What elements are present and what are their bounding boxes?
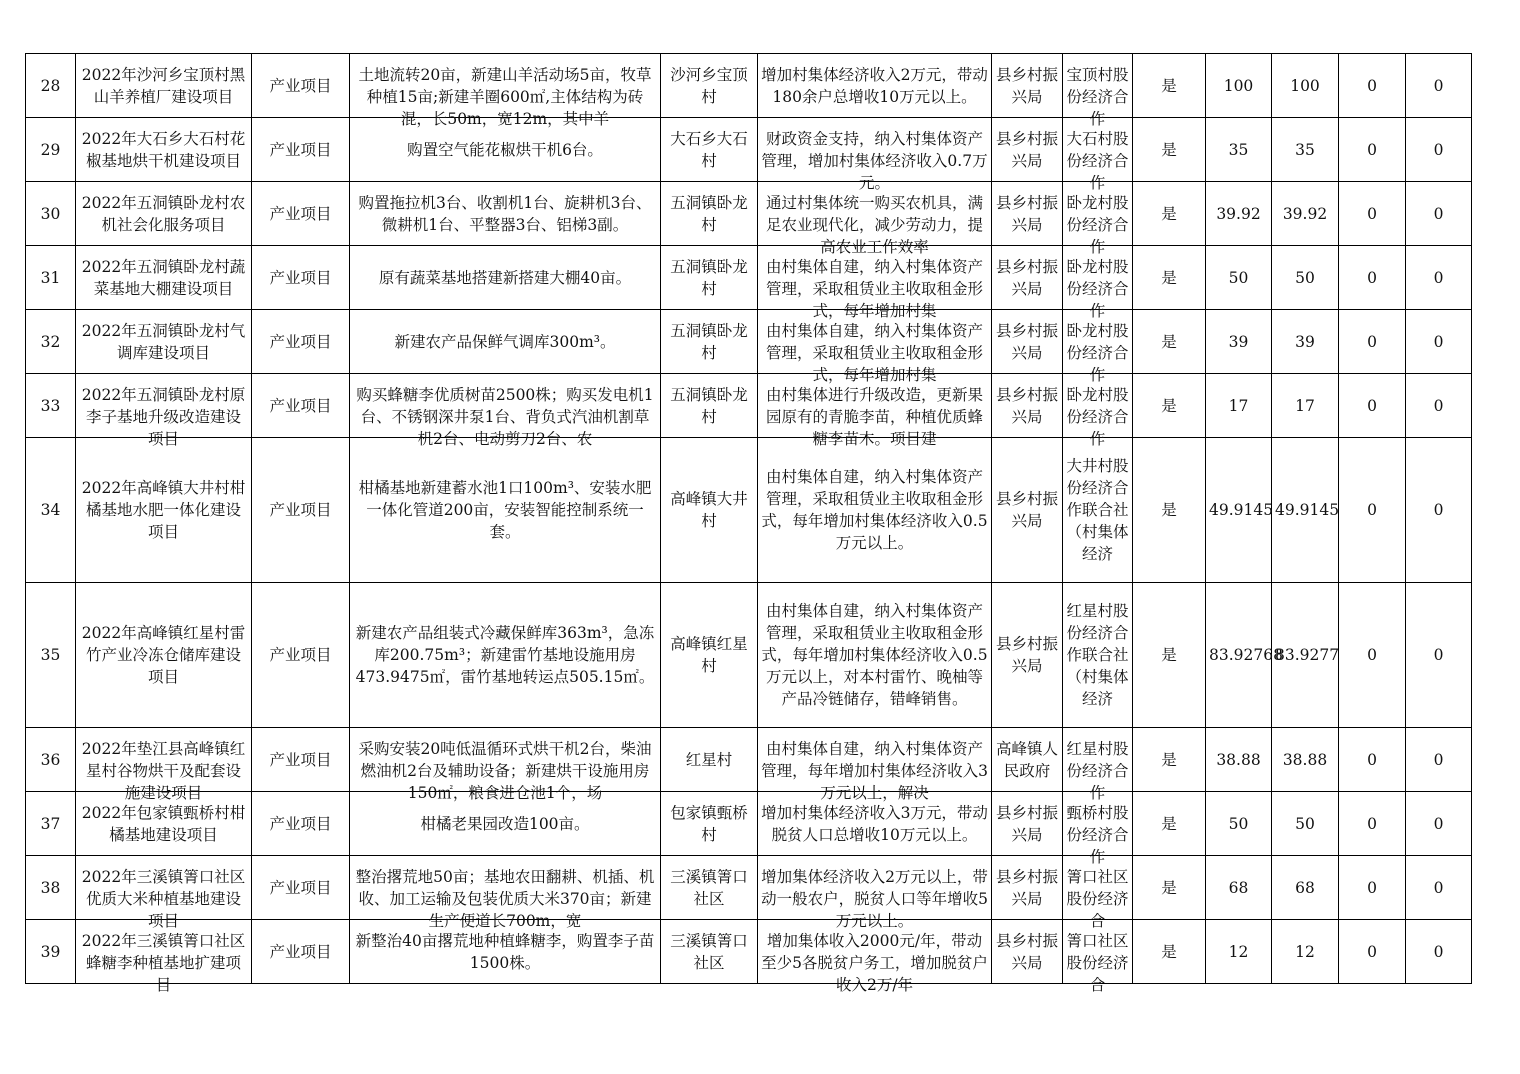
value-column-13: 0 bbox=[1406, 246, 1472, 310]
responsible-department bbox=[992, 792, 1063, 856]
project-benefit-text: 由村集体自建，纳入村集体资产管理，采取租赁业主收取租金形式，每年增加村集 bbox=[765, 257, 983, 320]
responsible-department bbox=[992, 246, 1063, 310]
responsible-department-text: 县乡村振兴局 bbox=[995, 129, 1058, 170]
row-number: 28 bbox=[26, 54, 76, 118]
value-column-13: 0 bbox=[1406, 920, 1472, 984]
project-type: 产业项目 bbox=[252, 792, 350, 856]
project-content bbox=[350, 246, 661, 310]
project-name bbox=[76, 438, 252, 583]
asset-owner-text: 卧龙村股份经济合作 bbox=[1066, 385, 1129, 448]
table-row bbox=[26, 583, 1472, 728]
project-location bbox=[661, 118, 758, 182]
yes-flag: 是 bbox=[1133, 438, 1206, 583]
project-benefit-text: 由村集体自建，纳入村集体资产管理，每年增加村集体经济收入3万元以上，解决 bbox=[761, 739, 988, 802]
project-name bbox=[76, 583, 252, 728]
value-column-13: 0 bbox=[1406, 182, 1472, 246]
total-investment: 83.92768 bbox=[1206, 583, 1272, 728]
project-name-text: 2022年高峰镇红星村雷竹产业冷冻仓储库建设项目 bbox=[81, 624, 246, 686]
project-content-text: 整治撂荒地50亩；基地农田翻耕、机插、机收、加工运输及包装优质大米370亩；新建生产便道长700m，宽 bbox=[355, 867, 655, 930]
responsible-department bbox=[992, 310, 1063, 374]
value-column-12: 0 bbox=[1339, 54, 1406, 118]
project-name-text: 2022年五洞镇卧龙村农机社会化服务项目 bbox=[81, 193, 246, 234]
asset-owner bbox=[1063, 728, 1133, 802]
asset-owner bbox=[1063, 374, 1133, 448]
project-benefit bbox=[758, 583, 992, 728]
total-investment: 39.92 bbox=[1206, 182, 1272, 246]
asset-owner bbox=[1063, 583, 1133, 728]
value-column-12: 0 bbox=[1339, 583, 1406, 728]
project-location bbox=[661, 583, 758, 728]
responsible-department-text: 县乡村振兴局 bbox=[995, 635, 1058, 675]
value-column-12: 0 bbox=[1339, 118, 1406, 182]
project-location-text: 包家镇甄桥村 bbox=[670, 803, 748, 844]
project-benefit-text: 由村集体自建，纳入村集体资产管理，采取租赁业主收取租金形式，每年增加村集体经济收入0.5万元以上。 bbox=[761, 468, 988, 552]
project-content-text: 新建农产品组装式冷藏保鲜库363m³，急冻库200.75m³；新建雷竹基地设施用房473.9475㎡，雷竹基地转运点505.15㎡。 bbox=[355, 624, 655, 686]
asset-owner bbox=[1063, 792, 1133, 866]
responsible-department bbox=[992, 182, 1063, 246]
fiscal-funds: 39 bbox=[1272, 310, 1339, 374]
fiscal-funds: 38.88 bbox=[1272, 728, 1339, 792]
row-number: 38 bbox=[26, 856, 76, 920]
asset-owner-text: 卧龙村股份经济合作 bbox=[1066, 257, 1129, 320]
total-investment: 17 bbox=[1206, 374, 1272, 438]
total-investment: 39 bbox=[1206, 310, 1272, 374]
table-row bbox=[26, 118, 1472, 182]
project-location bbox=[661, 246, 758, 310]
project-benefit-text: 通过村集体统一购买农机具，满足农业现代化，减少劳动力，提高农业工作效率 bbox=[765, 193, 983, 256]
project-content bbox=[350, 583, 661, 728]
asset-owner bbox=[1063, 54, 1133, 128]
total-investment: 12 bbox=[1206, 920, 1272, 984]
project-type: 产业项目 bbox=[252, 182, 350, 246]
yes-flag: 是 bbox=[1133, 856, 1206, 920]
value-column-13: 0 bbox=[1406, 583, 1472, 728]
project-type: 产业项目 bbox=[252, 54, 350, 118]
project-name-text: 2022年高峰镇大井村柑橘基地水肥一体化建设项目 bbox=[81, 479, 246, 541]
project-type: 产业项目 bbox=[252, 728, 350, 792]
project-location-text: 红星村 bbox=[685, 750, 733, 769]
yes-flag: 是 bbox=[1133, 374, 1206, 438]
responsible-department bbox=[992, 54, 1063, 118]
value-column-12: 0 bbox=[1339, 920, 1406, 984]
responsible-department bbox=[992, 118, 1063, 182]
project-benefit-text: 财政资金支持，纳入村集体资产管理，增加村集体经济收入0.7万元。 bbox=[761, 129, 988, 192]
value-column-12: 0 bbox=[1339, 182, 1406, 246]
fiscal-funds: 49.9145 bbox=[1272, 438, 1339, 583]
project-benefit bbox=[758, 54, 992, 118]
value-column-13: 0 bbox=[1406, 310, 1472, 374]
row-number: 30 bbox=[26, 182, 76, 246]
responsible-department bbox=[992, 920, 1063, 984]
project-benefit bbox=[758, 118, 992, 192]
fiscal-funds: 35 bbox=[1272, 118, 1339, 182]
row-number: 36 bbox=[26, 728, 76, 792]
project-name bbox=[76, 792, 252, 856]
asset-owner-text: 卧龙村股份经济合作 bbox=[1066, 193, 1129, 256]
yes-flag: 是 bbox=[1133, 728, 1206, 792]
value-column-13: 0 bbox=[1406, 54, 1472, 118]
asset-owner bbox=[1063, 246, 1133, 320]
project-name-text: 2022年沙河乡宝顶村黑山羊养植厂建设项目 bbox=[81, 65, 246, 106]
row-number: 35 bbox=[26, 583, 76, 728]
project-benefit bbox=[758, 310, 992, 384]
responsible-department bbox=[992, 374, 1063, 438]
fiscal-funds: 50 bbox=[1272, 792, 1339, 856]
project-name-text: 2022年五洞镇卧龙村原李子基地升级改造建设项目 bbox=[81, 385, 246, 448]
project-type: 产业项目 bbox=[252, 438, 350, 583]
table-row bbox=[26, 792, 1472, 856]
project-content-text: 新建农产品保鲜气调库300m³。 bbox=[394, 332, 616, 351]
table-row bbox=[26, 438, 1472, 583]
project-content bbox=[350, 54, 661, 128]
project-location bbox=[661, 374, 758, 438]
asset-owner-text: 宝顶村股份经济合作 bbox=[1066, 65, 1129, 128]
fiscal-funds: 50 bbox=[1272, 246, 1339, 310]
project-location-text: 沙河乡宝顶村 bbox=[670, 65, 748, 106]
project-name bbox=[76, 920, 252, 994]
value-column-12: 0 bbox=[1339, 374, 1406, 438]
fiscal-funds: 100 bbox=[1272, 54, 1339, 118]
asset-owner bbox=[1063, 182, 1133, 256]
value-column-13: 0 bbox=[1406, 118, 1472, 182]
table-row bbox=[26, 310, 1472, 374]
table-row bbox=[26, 246, 1472, 310]
value-column-12: 0 bbox=[1339, 310, 1406, 374]
responsible-department-text: 县乡村振兴局 bbox=[995, 867, 1058, 908]
project-name bbox=[76, 728, 252, 802]
row-number: 33 bbox=[26, 374, 76, 438]
fiscal-funds: 83.9277 bbox=[1272, 583, 1339, 728]
responsible-department-text: 县乡村振兴局 bbox=[995, 193, 1058, 234]
total-investment: 35 bbox=[1206, 118, 1272, 182]
responsible-department-text: 县乡村振兴局 bbox=[995, 321, 1058, 362]
yes-flag: 是 bbox=[1133, 583, 1206, 728]
project-content bbox=[350, 728, 661, 802]
project-content-text: 新整治40亩撂荒地种植蜂糖李，购置李子苗1500株。 bbox=[355, 931, 655, 972]
project-content-text: 土地流转20亩，新建山羊活动场5亩，牧草种植15亩;新建羊圈600㎡,主体结构为砖混，长50m，宽12m，其中羊 bbox=[358, 65, 652, 128]
project-name bbox=[76, 310, 252, 374]
fiscal-funds: 12 bbox=[1272, 920, 1339, 984]
asset-owner bbox=[1063, 856, 1133, 930]
row-number: 39 bbox=[26, 920, 76, 984]
value-column-12: 0 bbox=[1339, 856, 1406, 920]
project-location-text: 三溪镇箐口社区 bbox=[670, 931, 748, 972]
project-name bbox=[76, 856, 252, 930]
value-column-12: 0 bbox=[1339, 792, 1406, 856]
project-content bbox=[350, 920, 661, 984]
value-column-13: 0 bbox=[1406, 438, 1472, 583]
project-type: 产业项目 bbox=[252, 246, 350, 310]
project-benefit bbox=[758, 246, 992, 320]
value-column-13: 0 bbox=[1406, 792, 1472, 856]
project-content-text: 采购安装20吨低温循环式烘干机2台，柴油燃油机2台及辅助设备；新建烘干设施用房150㎡，粮食进仓池1个，场 bbox=[358, 739, 652, 802]
yes-flag: 是 bbox=[1133, 54, 1206, 118]
project-name-text: 2022年五洞镇卧龙村气调库建设项目 bbox=[81, 321, 246, 362]
responsible-department bbox=[992, 728, 1063, 792]
project-name bbox=[76, 374, 252, 448]
project-benefit bbox=[758, 438, 992, 583]
project-name bbox=[76, 182, 252, 246]
project-benefit bbox=[758, 920, 992, 994]
project-location bbox=[661, 54, 758, 118]
project-content bbox=[350, 310, 661, 374]
value-column-12: 0 bbox=[1339, 438, 1406, 583]
project-location-text: 三溪镇箐口社区 bbox=[670, 867, 748, 908]
project-location bbox=[661, 728, 758, 792]
table-row bbox=[26, 54, 1472, 118]
responsible-department bbox=[992, 438, 1063, 583]
project-content-text: 柑橘老果园改造100亩。 bbox=[420, 814, 590, 833]
asset-owner bbox=[1063, 920, 1133, 994]
yes-flag: 是 bbox=[1133, 792, 1206, 856]
project-type: 产业项目 bbox=[252, 920, 350, 984]
fiscal-funds: 68 bbox=[1272, 856, 1339, 920]
asset-owner bbox=[1063, 310, 1133, 384]
yes-flag: 是 bbox=[1133, 310, 1206, 374]
asset-owner-text: 甄桥村股份经济合作 bbox=[1066, 803, 1129, 866]
table-row bbox=[26, 856, 1472, 920]
yes-flag: 是 bbox=[1133, 182, 1206, 246]
project-name-text: 2022年大石乡大石村花椒基地烘干机建设项目 bbox=[81, 129, 246, 170]
asset-owner bbox=[1063, 118, 1133, 192]
project-location bbox=[661, 920, 758, 984]
responsible-department-text: 县乡村振兴局 bbox=[995, 803, 1058, 844]
project-content bbox=[350, 856, 661, 930]
responsible-department-text: 县乡村振兴局 bbox=[995, 65, 1058, 106]
value-column-13: 0 bbox=[1406, 374, 1472, 438]
yes-flag: 是 bbox=[1133, 920, 1206, 984]
total-investment: 100 bbox=[1206, 54, 1272, 118]
responsible-department-text: 县乡村振兴局 bbox=[995, 385, 1058, 426]
asset-owner-text: 箐口社区股份经济合 bbox=[1066, 931, 1129, 994]
table-row bbox=[26, 728, 1472, 792]
row-number: 32 bbox=[26, 310, 76, 374]
project-benefit-text: 由村集体进行升级改造，更新果园原有的青脆李苗，种植优质蜂糖李苗木。项目建 bbox=[765, 385, 983, 448]
project-location bbox=[661, 310, 758, 374]
value-column-13: 0 bbox=[1406, 728, 1472, 792]
responsible-department-text: 县乡村振兴局 bbox=[995, 490, 1058, 530]
project-benefit-text: 增加集体经济收入2万元以上，带动一般农户，脱贫人口等年增收5万元以上。 bbox=[761, 867, 988, 930]
total-investment: 38.88 bbox=[1206, 728, 1272, 792]
asset-owner-text: 箐口社区股份经济合 bbox=[1066, 867, 1129, 930]
project-table bbox=[25, 53, 1472, 994]
value-column-13: 0 bbox=[1406, 856, 1472, 920]
project-location-text: 五洞镇卧龙村 bbox=[670, 257, 748, 298]
table-row bbox=[26, 182, 1472, 246]
project-content-text: 柑橘基地新建蓄水池1口100m³、安装水肥一体化管道200亩，安装智能控制系统一套。 bbox=[358, 479, 652, 541]
project-name-text: 2022年五洞镇卧龙村蔬菜基地大棚建设项目 bbox=[81, 257, 246, 298]
yes-flag: 是 bbox=[1133, 246, 1206, 310]
project-location bbox=[661, 856, 758, 920]
responsible-department-text: 县乡村振兴局 bbox=[995, 931, 1058, 972]
project-benefit bbox=[758, 728, 992, 802]
project-location-text: 高峰镇红星村 bbox=[670, 635, 748, 675]
project-benefit-text: 增加村集体经济收入2万元，带动180余户总增收10万元以上。 bbox=[761, 65, 988, 106]
project-location-text: 五洞镇卧龙村 bbox=[670, 385, 748, 426]
project-location bbox=[661, 182, 758, 246]
responsible-department-text: 高峰镇人民政府 bbox=[995, 739, 1058, 780]
project-location-text: 五洞镇卧龙村 bbox=[670, 321, 748, 362]
project-benefit bbox=[758, 856, 992, 930]
yes-flag: 是 bbox=[1133, 118, 1206, 182]
total-investment: 50 bbox=[1206, 792, 1272, 856]
asset-owner-text: 红星村股份经济合作联合社（村集体经济 bbox=[1066, 602, 1129, 708]
project-benefit bbox=[758, 792, 992, 856]
project-content-text: 购置拖拉机3台、收割机1台、旋耕机3台、微耕机1台、平整器3台、铝梯3副。 bbox=[358, 193, 652, 234]
project-location bbox=[661, 792, 758, 856]
project-location-text: 高峰镇大井村 bbox=[670, 490, 748, 530]
project-content bbox=[350, 182, 661, 246]
project-location-text: 大石乡大石村 bbox=[670, 129, 748, 170]
asset-owner-text: 红星村股份经济合作 bbox=[1066, 739, 1129, 802]
project-name bbox=[76, 246, 252, 310]
project-location bbox=[661, 438, 758, 583]
fiscal-funds: 39.92 bbox=[1272, 182, 1339, 246]
responsible-department bbox=[992, 583, 1063, 728]
project-name bbox=[76, 54, 252, 118]
responsible-department-text: 县乡村振兴局 bbox=[995, 257, 1058, 298]
project-type: 产业项目 bbox=[252, 583, 350, 728]
fiscal-funds: 17 bbox=[1272, 374, 1339, 438]
table-row bbox=[26, 920, 1472, 984]
project-name-text: 2022年包家镇甄桥村柑橘基地建设项目 bbox=[81, 803, 246, 844]
project-benefit-text: 由村集体自建，纳入村集体资产管理，采取租赁业主收取租金形式，每年增加村集体经济收入0.5万元以上，对本村雷竹、晚柚等产品冷链储存，错峰销售。 bbox=[761, 602, 988, 708]
project-name-text: 2022年三溪镇箐口社区优质大米种植基地建设项目 bbox=[81, 867, 246, 930]
project-content-text: 购置空气能花椒烘干机6台。 bbox=[407, 140, 603, 159]
project-name-text: 2022年三溪镇箐口社区蜂糖李种植基地扩建项目 bbox=[81, 931, 246, 994]
row-number: 31 bbox=[26, 246, 76, 310]
asset-owner-text: 大井村股份经济合作联合社（村集体经济 bbox=[1066, 457, 1129, 563]
asset-owner-text: 卧龙村股份经济合作 bbox=[1066, 321, 1129, 384]
project-name-text: 2022年垫江县高峰镇红星村谷物烘干及配套设施建设项目 bbox=[81, 739, 246, 802]
project-content bbox=[350, 374, 661, 448]
project-type: 产业项目 bbox=[252, 856, 350, 920]
project-benefit bbox=[758, 374, 992, 448]
project-benefit-text: 增加集体收入2000元/年，带动至少5各脱贫户务工，增加脱贫户收入2万/年 bbox=[761, 931, 988, 994]
project-location-text: 五洞镇卧龙村 bbox=[670, 193, 748, 234]
project-benefit bbox=[758, 182, 992, 256]
total-investment: 68 bbox=[1206, 856, 1272, 920]
total-investment: 49.9145 bbox=[1206, 438, 1272, 583]
row-number: 29 bbox=[26, 118, 76, 182]
project-type: 产业项目 bbox=[252, 374, 350, 438]
project-content bbox=[350, 438, 661, 583]
project-name bbox=[76, 118, 252, 182]
asset-owner-text: 大石村股份经济合作 bbox=[1066, 129, 1129, 192]
project-content-text: 购买蜂糖李优质树苗2500株；购买发电机1台、不锈钢深井泵1台、背负式汽油机割草机2台、电动剪刀2台、农 bbox=[356, 385, 654, 448]
project-type: 产业项目 bbox=[252, 118, 350, 182]
asset-owner bbox=[1063, 438, 1133, 583]
table-row bbox=[26, 374, 1472, 438]
value-column-12: 0 bbox=[1339, 246, 1406, 310]
row-number: 34 bbox=[26, 438, 76, 583]
row-number: 37 bbox=[26, 792, 76, 856]
project-benefit-text: 由村集体自建，纳入村集体资产管理，采取租赁业主收取租金形式，每年增加村集 bbox=[765, 321, 983, 384]
total-investment: 50 bbox=[1206, 246, 1272, 310]
project-type: 产业项目 bbox=[252, 310, 350, 374]
project-content-text: 原有蔬菜基地搭建新搭建大棚40亩。 bbox=[378, 268, 632, 287]
value-column-12: 0 bbox=[1339, 728, 1406, 792]
project-benefit-text: 增加村集体经济收入3万元，带动脱贫人口总增收10万元以上。 bbox=[761, 803, 988, 844]
responsible-department bbox=[992, 856, 1063, 920]
